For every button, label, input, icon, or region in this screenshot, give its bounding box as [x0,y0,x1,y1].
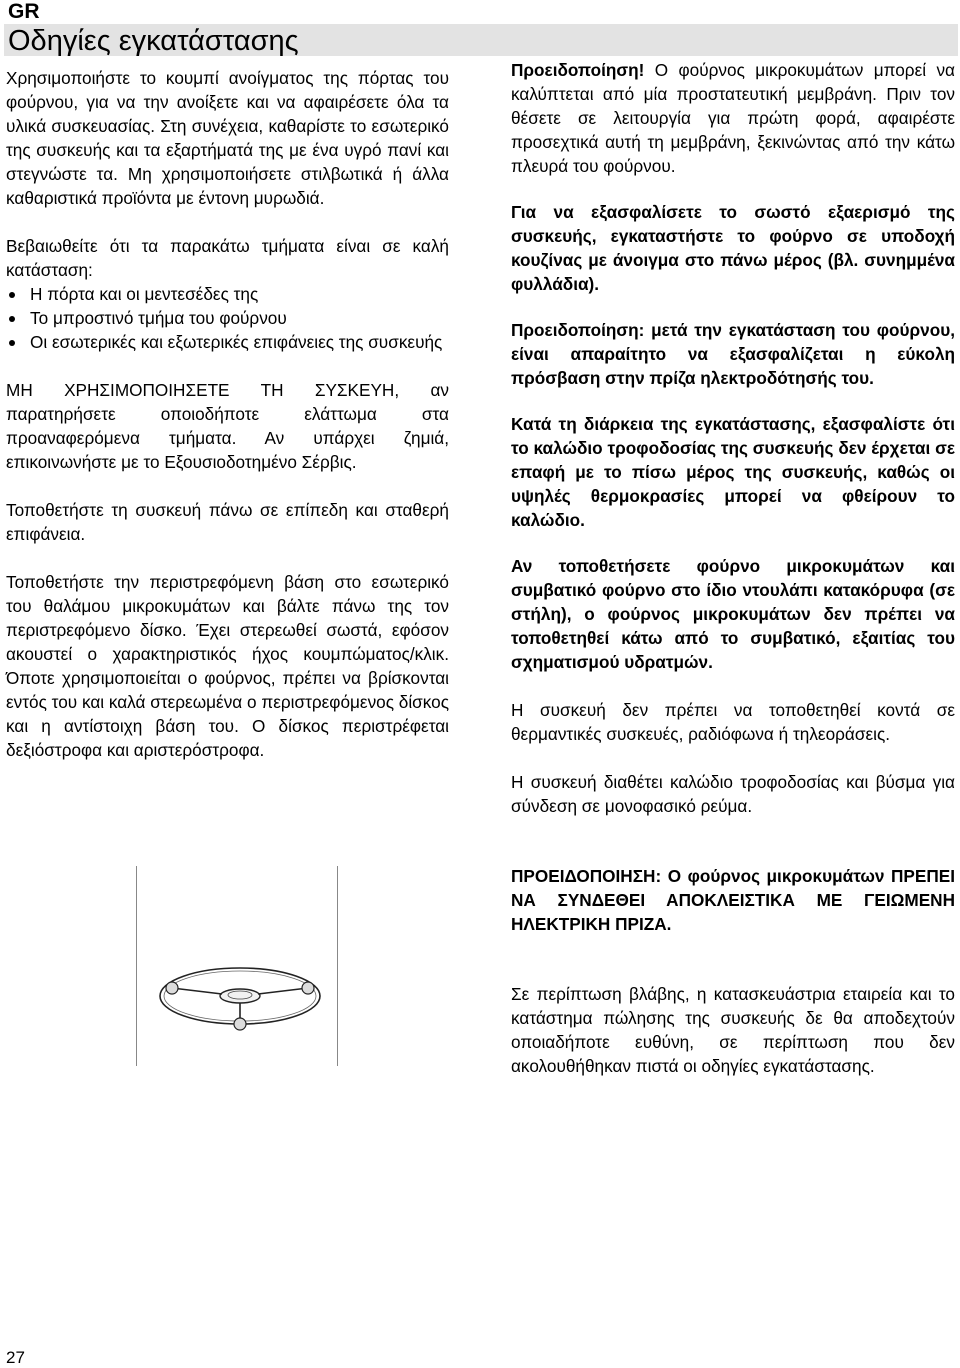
language-code: GR [8,0,40,23]
paragraph-turntable: Τοποθετήστε την περιστρεφόμενη βάση στο εσωτερικό του θαλάμου μικροκυμάτων και βάλτε πάνω της τον περιστρεφόμενο δίσκο. Έχει στερεωθεί σωστά, εφόσον ακουστεί ο χαρακτηριστικός ήχος κουμπώματος/κλικ. Όποτε χρησιμοποιείται ο φούρνος, πρέπει να βρίσκονται εντός του και καλά στερεωμένα ο περιστρεφόμενος δίσκος και η αντίστοιχη βάση του. Ο δίσκος περιστρέφεται δεξιόστροφα και αριστερόστροφα. [6,572,449,760]
turntable-support-icon [150,950,330,1040]
bullet-icon [9,340,15,346]
page-number: 27 [6,1348,25,1367]
list-item: Οι εσωτερικές και εξωτερικές επιφάνειες της συσκευής [6,330,449,354]
paragraph-liability: Σε περίπτωση βλάβης, η κατασκευάστρια εταιρεία και το κατάστημα πώλησης της συσκευής δε θα αποδεχτούν οποιαδήποτε ευθύνη, σε περίπτωση που δεν ακολουθήθηκαν πιστά οι οδηγίες εγκατάστασης. [511,984,955,1076]
paragraph-protective-film: Προειδοποίηση! Ο φούρνος μικροκυμάτων μπορεί να καλύπτεται από μία προστατευτική μεμβράνη. Πριν τον θέσετε σε λειτουργία για πρώτη φορά, αφαιρέστε προσεχτικά αυτή τη μεμβράνη, ξεκινώντας από την κάτω πλευρά του φούρνου. [511,60,955,176]
warning-label: Προειδοποίηση! [511,60,645,80]
list-item: Η πόρτα και οι μεντεσέδες της [6,282,449,306]
paragraph-heat-sources: Η συσκευή δεν πρέπει να τοποθετηθεί κοντά σε θερμαντικές συσκευές, ραδιόφωνα ή τηλεοράσεις. [511,700,955,744]
paragraph-check-intro: Βεβαιωθείτε ότι τα παρακάτω τμήματα είναι σε καλή κατάσταση: [6,236,449,280]
check-list [6,282,449,354]
paragraph-cable-contact: Κατά τη διάρκεια της εγκατάστασης, εξασφαλίστε ότι το καλώδιο τροφοδοσίας της συσκευής δεν έρχεται σε επαφή με το πίσω μέρος της συσκευής, καθώς οι υψηλές θερμοκρασίες μπορεί να φθείρουν το καλώδιο. [511,414,955,530]
list-item: Το μπροστινό τμήμα του φούρνου [6,306,449,330]
bullet-icon [9,316,15,322]
paragraph-column-install: Αν τοποθετήσετε φούρνο μικροκυμάτων και συμβατικό φούρνο στο ίδιο ντουλάπι κατακόρυφα (σε στήλη), ο φούρνος μικροκυμάτων δεν πρέπει να τοποθετηθεί κάτω από το συμβατικό, εξαιτίας του σχηματισμού υδρατμών. [511,556,955,672]
paragraph-ventilation: Για να εξασφαλίσετε το σωστό εξαερισμό της συσκευής, εγκαταστήστε το φούρνο σε υποδοχή κουζίνας με άνοιγμα στο πάνω μέρος (βλ. συνημμένα φυλλάδια). [511,202,955,294]
right-column [511,58,955,1078]
left-column [6,66,449,762]
paragraph-grounding-warning: ΠΡΟΕΙΔΟΠΟΙΗΣΗ: Ο φούρνος μικροκυμάτων ΠΡΕΠΕΙ ΝΑ ΣΥΝΔΕΘΕΙ ΑΠΟΚΛΕΙΣΤΙΚΑ ΜΕ ΓΕΙΩΜΕΝΗ ΗΛΕΚΤΡΙΚΗ ΠΡΙΖΑ. [511,866,955,934]
page-title: Οδηγίες εγκατάστασης [8,25,299,57]
paragraph-plug-access: Προειδοποίηση: μετά την εγκατάσταση του φούρνου, είναι απαραίτητο να εξασφαλίζεται η εύκολη πρόσβαση στην πρίζα ηλεκτροδότησής του. [511,320,955,388]
paragraph-flat-surface: Τοποθετήστε τη συσκευή πάνω σε επίπεδη και σταθερή επιφάνεια. [6,500,449,544]
paragraph-power-cable: Η συσκευή διαθέτει καλώδιο τροφοδοσίας και βύσμα για σύνδεση σε μονοφασικό ρεύμα. [511,772,955,816]
paragraph-defects: ΜΗ ΧΡΗΣΙΜΟΠΟΙΗΣΕΤΕ ΤΗ ΣΥΣΚΕΥΗ, αν παρατηρήσετε οποιοδήποτε ελάττωμα στα προαναφερόμενα τμήματα. Αν υπάρχει ζημιά, επικοινωνήστε με το Εξουσιοδοτημένο Σέρβις. [6,380,449,472]
paragraph-unpacking: Χρησιμοποιήστε το κουμπί ανοίγματος της πόρτας του φούρνου, για να την ανοίξετε και να αφαιρέσετε όλα τα υλικά συσκευασίας. Στη συνέχεια, καθαρίστε το εσωτερικό της συσκευής και τα εξαρτήματά της με ένα υγρό πανί και στεγνώστε τα. Μη χρησιμοποιήσετε στιλβωτικά ή άλλα καθαριστικά προϊόντα με έντονη μυρωδιά. [6,68,449,208]
bullet-icon [9,292,15,298]
